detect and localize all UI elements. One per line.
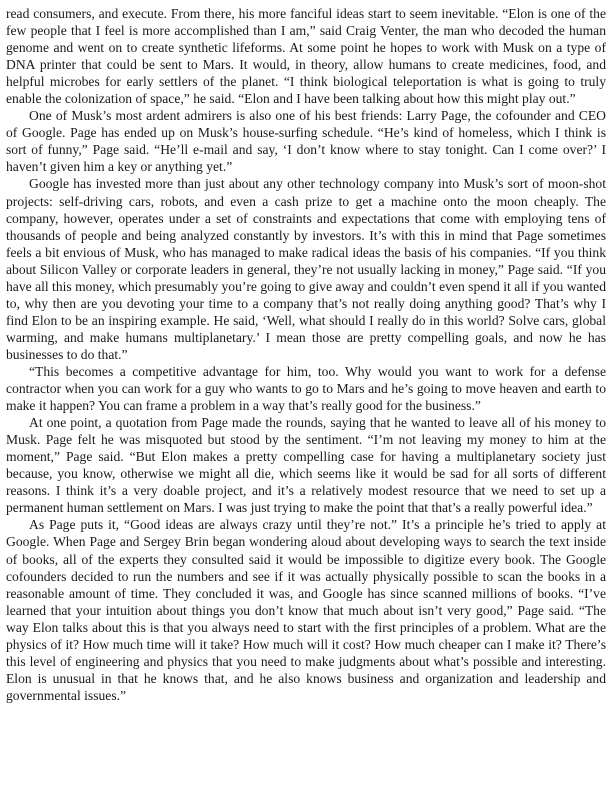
paragraph-page-friendship: One of Musk’s most ardent admirers is also one of his best friends: Larry Page, the cofounder and CEO of Google. Page has ended up on Musk’s house-surfing schedule. “He’s kind of homeless, which I think is sort of funny,” Page said. “He’ll e-mail and say, ‘I don’t know where to stay tonight. Can I come over?’ I haven’t given him a key or anything yet.”	[6, 108, 606, 175]
paragraph-good-ideas: As Page puts it, “Good ideas are always crazy until they’re not.” It’s a principle he’s tried to apply at Google. When Page and Sergey Brin began wondering aloud about developing ways to search the text inside of books, all of the experts they consulted said it would be impossible to digitize every book. The Google cofounders decided to run the numbers and see if it was actually physically possible to scan the books in a reasonable amount of time. They concluded it was, and Google has since scanned millions of books. “I’ve learned that your intuition about things you don’t know that much about isn’t very good,” Page said. “The way Elon talks about this is that you always need to start with the first principles of a problem. What are the physics of it? How much time will it take? How much will it cost? How much cheaper can I make it? There’s this level of engineering and physics that you need to make judgments about what’s possible and interesting. Elon is unusual in that he knows that, and he also knows business and organization and leadership and governmental issues.”	[6, 517, 606, 703]
paragraph-venter: read consumers, and execute. From there, his more fanciful ideas start to seem inevitable. “Elon is one of the few people that I feel is more accomplished than I am,” said Craig Venter, the man who decoded the human genome and went on to create synthetic lifeforms. At some point he hopes to work with Musk on a type of DNA printer that could be sent to Mars. It would, in theory, allow humans to create medicines, food, and helpful microbes for early settlers of the planet. “I think biological teleportation is what is going to truly enable the colonization of space,” he said. “Elon and I have been talking about how this might play out.”	[6, 6, 606, 107]
paragraph-competitive-advantage: “This becomes a competitive advantage for him, too. Why would you want to work for a defense contractor when you can work for a guy who wants to go to Mars and he’s going to move heaven and earth to make it happen? You can frame a problem in a way that’s really good for the business.”	[6, 363, 606, 414]
paragraph-google-moonshots: Google has invested more than just about any other technology company into Musk’s sort of moon-shot projects: self-driving cars, robots, and even a cash prize to get a machine onto the moon cheaply. The company, however, operates under a set of constraints and expectations that come with employing tens of thousands of people and being analyzed constantly by investors. It’s with this in mind that Page sometimes feels a bit envious of Musk, who has managed to make radical ideas the basis of his companies. “If you think about Silicon Valley or corporate leaders in general, they’re not usually lacking in money,” Page said. “If you have all this money, which presumably you’re going to give away and couldn’t even spend it all if you wanted to, why then are you devoting your time to a company that’s not really doing anything good? That’s why I find Elon to be an inspiring example. He said, ‘Well, what should I really do in this world? Solve cars, global warming, and make humans multiplanetary.’ I mean those are pretty compelling goals, and now he has businesses to do that.”	[6, 176, 606, 362]
paragraph-money-quote: At one point, a quotation from Page made the rounds, saying that he wanted to leave all of his money to Musk. Page felt he was misquoted but stood by the sentiment. “I’m not leaving my money to him at the moment,” Page said. “But Elon makes a pretty compelling case for having a multiplanetary society just because, you know, otherwise we might all die, which seems like it would be sad for all sorts of different reasons. I think it’s a very doable project, and it’s a relatively modest resource that we need to set up a permanent human settlement on Mars. I was just trying to make the point that that’s a really powerful idea.”	[6, 415, 606, 516]
